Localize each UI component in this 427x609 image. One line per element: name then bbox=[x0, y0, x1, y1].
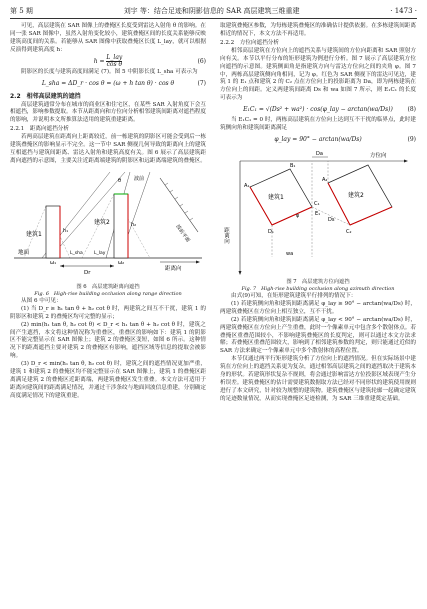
figure-6-caption: 图 6 高层建筑距离向遮挡 bbox=[76, 283, 140, 290]
point-a2: A₂ bbox=[322, 176, 328, 183]
azimuth-occlusion-diagram bbox=[220, 147, 416, 279]
w2-label: ω₂ bbox=[118, 259, 125, 266]
equation-8: E₁C₁ = √(Ds² + wa²) · cos(φ_lay − arctan(wa/Ds)) (8) bbox=[220, 103, 416, 117]
range-occlusion-diagram bbox=[10, 166, 206, 284]
point-d1: D₁ bbox=[268, 228, 274, 235]
ds-label: Ds bbox=[328, 216, 335, 223]
building-2-label: 建筑2 bbox=[348, 191, 364, 199]
equation-number: (6) bbox=[197, 57, 206, 65]
equation-number: (9) bbox=[407, 135, 416, 143]
figure-7 bbox=[220, 147, 416, 293]
wave-label: 波前 bbox=[134, 175, 145, 182]
paragraph: (2) min(h₁ tan θ, h₂ cot θ) < D_r < h₁ tan θ + h₂ cot θ 时，建筑之间产生遮挡，本文将这种情况称为重叠区，重叠区的影响如下：建筑 1 的阴影区不能完整显示在 SAR 图像上；建筑 2 的叠掩区变短，如图 6 所示。这种情况下的距离遮挡主要对建筑 2 的叠掩区有影响，遮挡区域等信息的提取会被影响。 bbox=[10, 321, 206, 360]
paragraph: 从图 6 中可见： bbox=[21, 297, 62, 304]
range-label: 距离向 bbox=[223, 226, 229, 244]
paragraph: (3) D_r < min(h₁ tan θ, h₂ cot θ) 时，建筑之间的遮挡情况更加严重，建筑 1 和建筑 2 的叠掩区均不能完整显示在 SAR 图像上，建筑 1 的叠掩区距离满足建筑 2 的叠掩区近距离端，两建筑叠掩区发生重叠。本文方法可适用于距离向建筑间的距离满足情况，并通过干涉条纹与地面回波信息重建，分别确定高度满足情况下的建筑重建。 bbox=[10, 361, 206, 399]
subsection-heading: 2.2.2 方位向遮挡分析 bbox=[220, 39, 279, 46]
paragraph: (1) 若建筑侧向角和建筑间距离满足 φ_lay ≥ 90° − arctan(wa/Ds) 时，两建筑叠掩区在方位向上相互独立，互不干扰。 bbox=[220, 300, 416, 315]
phi-label: φ bbox=[296, 212, 300, 219]
paragraph: 可见，高层建筑在 SAR 图像上的叠掩区长度受到雷达入射角 θ 的影响。在同一张 SAR 图像中，虽然入射角变化较小，建筑叠掩区间的长度关系能够反映建筑高度间的关系。若能够从 SAR 图像中获取叠掩区长度 L_lay，就可以根据反演得到建筑高度 h： bbox=[10, 23, 206, 53]
azimuth-label: 方位向 bbox=[370, 152, 387, 159]
equation-number: (7) bbox=[197, 79, 206, 87]
range-arrow-icon bbox=[196, 260, 200, 263]
right-column bbox=[220, 23, 416, 605]
llay-label: L_lay bbox=[94, 250, 106, 256]
equation-9: φ_lay = 90° − arctan(wa/Ds) (9) bbox=[220, 133, 416, 147]
dr-arrow-left bbox=[60, 264, 64, 267]
subsection-heading: 2.2.1 距离向遮挡分析 bbox=[10, 126, 69, 133]
h2-label: h₂ bbox=[131, 221, 137, 228]
equation-6: h = L_lay cos θ (6) bbox=[93, 53, 206, 68]
paragraph: 取建筑叠掩区参数，为每栋建筑叠掩区的准确估计提供依据。在多栋建筑间距离相近的情况下，本文方法不再适用。 bbox=[220, 23, 416, 37]
building-2-label: 建筑2 bbox=[94, 218, 110, 226]
point-a1: A₁ bbox=[244, 182, 250, 189]
figure-7-caption: 图 7 高层建筑方位向遮挡 bbox=[286, 278, 350, 285]
issue-number: 第 5 期 bbox=[10, 7, 33, 15]
paragraph: 若两高层建筑在距离向上距离较近，前一栋建筑的阴影区可能会受到后一栋建筑叠掩区的影响显示不完全。这一节中 SAR 侧视几何导致的距离向上的建筑互相遮挡与建筑间距离、雷达入射角和建筑高度有关。图 6 展示了高层建筑距离向遮挡的示意图，主要关注近距离端建筑的阴影区和远距离端建筑的叠掩区。 bbox=[10, 134, 206, 164]
paragraph: 阴影区的长度与建筑高度间满足 (7)。图 5 中阴影长度 L_sha 可表示为 bbox=[21, 68, 198, 75]
paragraph: (2) 若建筑侧向角和建筑间距离满足 φ_lay < 90° − arctan(wa/Ds) 时，两建筑叠掩区在方位向上产生重叠，此时一个像素单元中包含多个散射体点。若叠掩区重叠范围较小，不影响建筑叠掩区的长度判定，则可以通过本文方法求解；若叠掩区重叠范围较大，影响到了相邻建筑参数的判定，则只能通过近似的 SAR 方法来确定一个像素单元中多个散射体的高程位置。 bbox=[220, 316, 416, 355]
figure-6-caption-en: Fig. 6 High-rise building occlusion along range direction bbox=[34, 290, 182, 297]
building-1-label: 建筑1 bbox=[26, 230, 42, 238]
building-1-label: 建筑1 bbox=[268, 193, 284, 201]
theta-label: θ bbox=[118, 177, 122, 184]
paragraph: 相邻高层建筑在方位向上的遮挡关系与建筑间的方位向距离和 SAR 照射方向有关。本节以平行分布的矩形建筑为例进行分析。图 7 展示了高层建筑方位向遮挡的示意图。建筑侧面角是指建筑方向与雷达方位向之间的夹角 φ。图 7 中，两栋高层建筑侧向角相同，记为 φ。红色为 SAR 侧视下的雷达可见边，建筑 1 的 E₁ 点和建筑 2 的 C₂ 点在方位向上的投影距离为 Da，即为两栋建筑在方位向上的间距。定义两建筑间距离 Ds 和 wa 如图 7 所示，则 E₁C₁ 的长度可表示为 bbox=[220, 47, 416, 102]
dr-arrow-right bbox=[110, 264, 114, 267]
point-c1: C₁ bbox=[314, 200, 320, 207]
wa-label: wa bbox=[286, 250, 294, 257]
azimuth-arrow-icon bbox=[404, 159, 408, 162]
lsha-label: L_sha bbox=[70, 250, 83, 256]
paragraph: (1) 当 D_r ≥ h₁ tan θ + h₂ cot θ 时，两建筑之间互不干扰，建筑 1 的阴影区和建筑 2 的叠掩区均可完整的显示； bbox=[10, 305, 206, 320]
building-2-shape bbox=[114, 194, 128, 258]
da-label: Da bbox=[316, 150, 323, 157]
equation-number: (8) bbox=[407, 106, 416, 114]
range-label: 距离向 bbox=[165, 265, 182, 272]
wavefront-label: 波前平面 bbox=[174, 223, 191, 244]
h1-label: h₁ bbox=[63, 227, 69, 234]
equation-7: L_sha = ΔD_r · cos θ = (ω + h tan θ) · cos θ (7) bbox=[10, 77, 206, 91]
header-rule bbox=[10, 18, 417, 19]
figure-7-caption-en: Fig. 7 High-rise building occlusion along azimuth direction bbox=[241, 285, 395, 292]
building-1-shape bbox=[46, 206, 60, 258]
paragraph: 高层建筑通常分布在城市的商业区和住宅区，在某些 SAR 入射角度下会互相遮挡，影响参数提取。本节从距离向和方位向分析相邻建筑间距离对遮挡程度的影响，并说明本文所推算法适用的建筑重建距离。 bbox=[10, 101, 206, 124]
wavefront-hatching bbox=[165, 183, 193, 220]
point-b1: B₁ bbox=[290, 162, 296, 169]
page-header bbox=[10, 5, 417, 17]
figure-6 bbox=[10, 166, 206, 298]
point-c2: C₂ bbox=[346, 228, 352, 235]
page-number: · 1473 · bbox=[390, 7, 417, 15]
paragraph: 本节仅通过两平行矩形建筑分析了方位向上的遮挡情况。但在实际场景中建筑在方位向上的遮挡关系更为复杂，通过相邻高层建筑之间的遮挡取决于建筑本身的形状。若建筑形状复杂不规则，将会通过影响雷达方位投影区域表现产生分析误差。建筑叠掩区的估计需要建筑数据取方法已经对不同形状的建筑使用规则进行了本文研究，针对较为规整的建筑物。建筑叠掩区与建筑轮廓一起确定建筑的足迹数量情况，从而实现叠掩区足迹检测，为 SAR 三维重建奠定基础。 bbox=[220, 356, 416, 402]
paragraph: 当 E₁C₁ = 0 时，两栋高层建筑在方位向上达到互不干扰的临界点，此时建筑侧向角和建筑间距离满足 bbox=[220, 117, 416, 132]
ground-label: 地面 bbox=[18, 249, 30, 256]
dr-label: Dr bbox=[84, 269, 91, 276]
point-e1: E₁ bbox=[315, 210, 321, 217]
left-column bbox=[10, 23, 206, 605]
range-arrow-icon bbox=[239, 271, 242, 275]
w1-label: ω₁ bbox=[50, 259, 57, 266]
running-title: 刘宇 等：结合足迹和阴影信息的 SAR 高层建筑三维重建 bbox=[123, 7, 300, 15]
paragraph: 由式(9)可知，在矩形建筑建筑平行排列的情况下： bbox=[231, 292, 357, 299]
section-heading: 2.2 相邻高层建筑的遮挡 bbox=[10, 92, 81, 100]
